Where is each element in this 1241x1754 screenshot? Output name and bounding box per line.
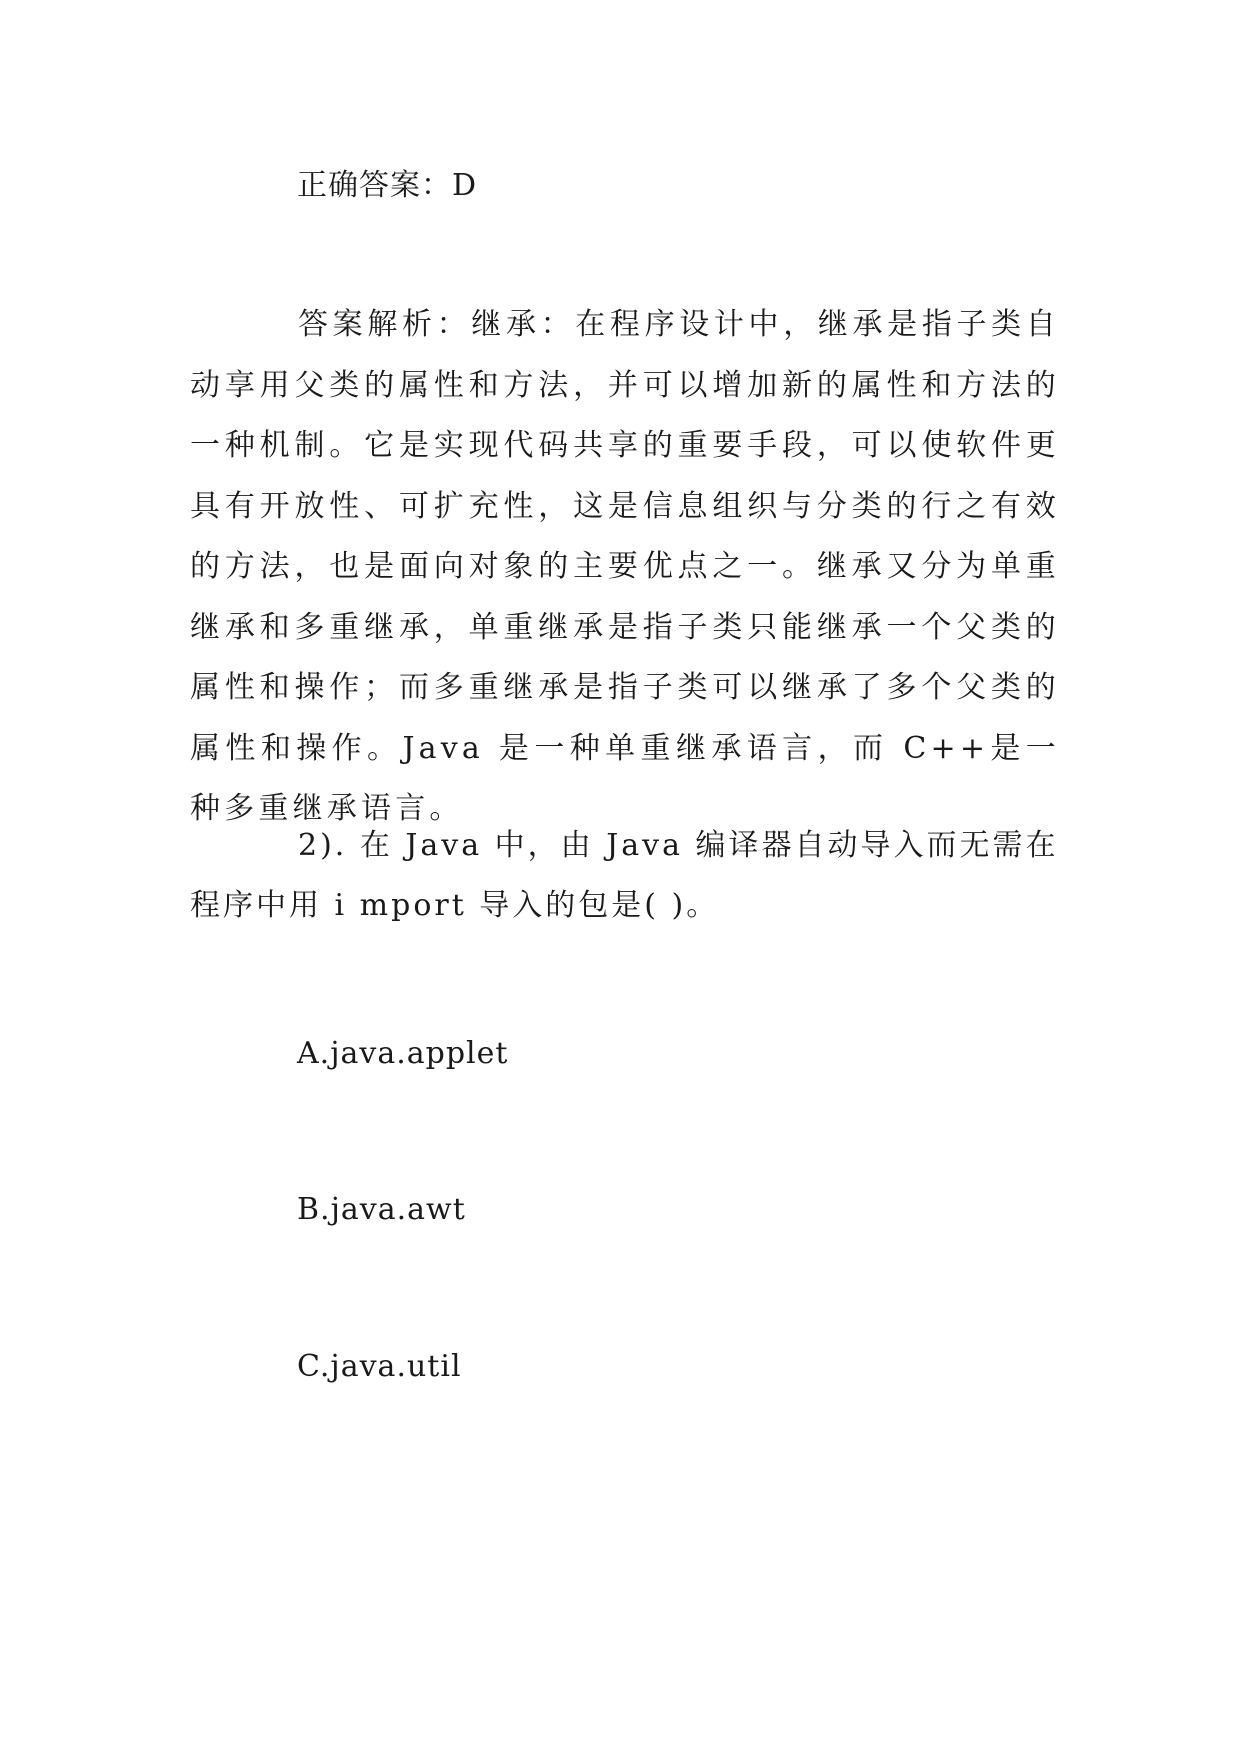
option-b: B.java.awt (297, 1192, 466, 1227)
question-2: 2). 在 Java 中，由 Java 编译器自动导入而无需在程序中用 i mport 导入的包是( )。 (190, 828, 1059, 923)
option-c: C.java.util (297, 1349, 462, 1384)
option-a: A.java.applet (297, 1036, 509, 1071)
answer-explanation: 答案解析：继承：在程序设计中，继承是指子类自动享用父类的属性和方法，并可以增加新的属性和方法的一种机制。它是实现代码共享的重要手段，可以使软件更具有开放性、可扩充性，这是信息组织与分类的行之有效的方法，也是面向对象的主要优点之一。继承又分为单重继承和多重继承，单重继承是指子类只能继承一个父类的属性和操作；而多重继承是指子类可以继承了多个父类的属性和操作。Java 是一种单重继承语言，而 C++是一种多重继承语言。 (190, 307, 1060, 826)
correct-answer: 正确答案：D (297, 168, 478, 203)
